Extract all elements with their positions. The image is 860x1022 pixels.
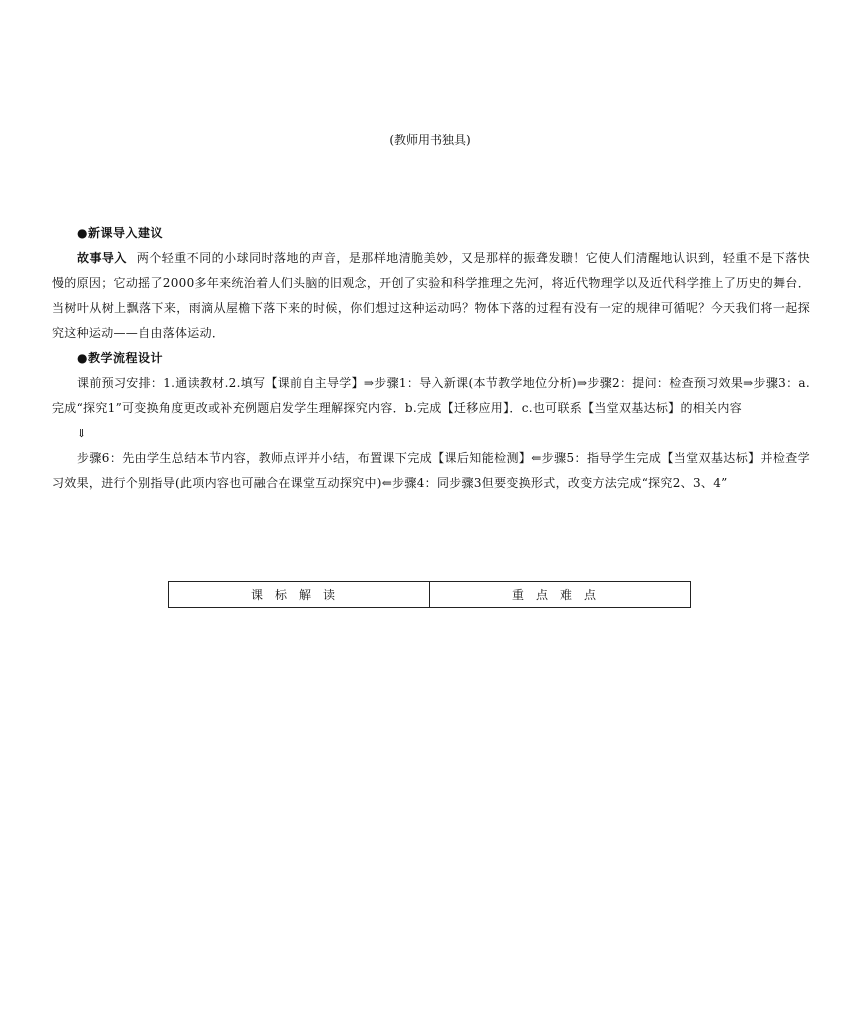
document-body xyxy=(52,221,810,496)
table-header-standards: 课标解读 xyxy=(169,582,430,608)
table-header-key-points: 重点难点 xyxy=(430,582,691,608)
story-intro-paragraph xyxy=(52,246,810,346)
section-title-intro: ●新课导入建议 xyxy=(77,226,163,240)
story-intro-lead: 故事导入 xyxy=(77,251,127,265)
section-title-flow: ●教学流程设计 xyxy=(77,351,163,365)
flow-steps-1-3: 课前预习安排：1.通读教材.2.填写【课前自主导学】⇒步骤1：导入新课(本节教学地位分析)⇒步骤2：提问：检查预习效果⇒步骤3：a.完成“探究1”可变换角度更改或补充例题启发学生理解探究内容．b.完成【迁移应用】．c.也可联系【当堂双基达标】的相关内容 xyxy=(52,376,810,415)
standards-table-wrapper xyxy=(168,581,691,608)
standards-table xyxy=(168,581,691,608)
down-arrow-icon: ⇓ xyxy=(77,427,87,440)
flow-steps-4-6: 步骤6：先由学生总结本节内容，教师点评并小结，布置课下完成【课后知能检测】⇐步骤5：指导学生完成【当堂双基达标】并检查学习效果，进行个别指导(此项内容也可融合在课堂互动探究中)⇐步骤4：同步骤3但要变换形式，改变方法完成“探究2、3、4” xyxy=(52,451,810,490)
table-header-row xyxy=(169,582,691,608)
story-intro-text: 两个轻重不同的小球同时落地的声音，是那样地清脆美妙，又是那样的振聋发聩！它使人们清醒地认识到，轻重不是下落快慢的原因；它动摇了2000多年来统治着人们头脑的旧观念，开创了实验和科学推理之先河，将近代物理学以及近代科学推上了历史的舞台．当树叶从树上飘落下来，雨滴从屋檐下落下来的时候，你们想过这种运动吗？物体下落的过程有没有一定的规律可循呢？今天我们将一起探究这种运动——自由落体运动． xyxy=(52,251,810,340)
teacher-only-note: (教师用书独具) xyxy=(389,133,471,147)
